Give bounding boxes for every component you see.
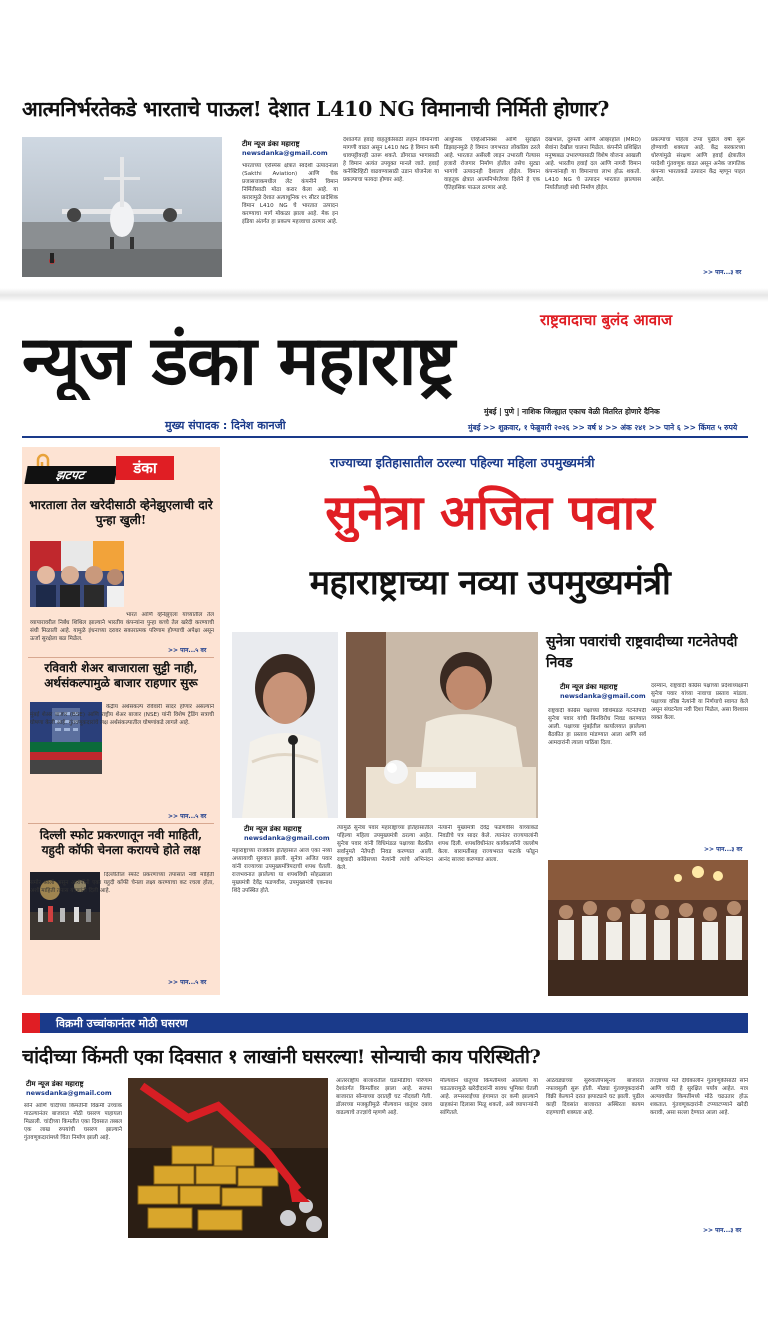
- bottom-headline[interactable]: चांदीच्या किंमती एका दिवसात १ लाखांनी घसरल्या! सोन्याची काय परिस्थिती?: [22, 1046, 541, 1068]
- masthead-rule: [22, 436, 748, 438]
- lead-side-col-1: राष्ट्रवादी काँग्रेस पक्षाच्या विधिमंडळ गटनेतेपदी सुनेत्रा पवार यांची बिनविरोध निवड करण्यात आली. पक्षाच्या मुंबईतील कार्यालयात झालेल्या बैठकीत हा प्रस्ताव मांडण्यात आला आणि सर्व आमदारांनी त्याला पाठिंबा दिला.: [548, 708, 646, 746]
- bottom-kicker: विक्रमी उच्चांकानंतर मोठी घसरण: [56, 1017, 188, 1030]
- badge-jhatpat: झटपट: [24, 466, 117, 484]
- byline-name: टीम न्यूज डंका महाराष्ट्र: [26, 1080, 84, 1088]
- byline-name: टीम न्यूज डंका महाराष्ट्र: [244, 825, 302, 833]
- editor-label: मुख्य संपादक :: [165, 419, 228, 432]
- masthead-dateline: मुंबई >> शुक्रवार, १ फेब्रुवारी २०२६ >> वर्ष ४ >> अंक २४१ >> पाने ६ >> किंमत ५ रुपये: [468, 423, 738, 432]
- top-col-1: भारताच्या एरोस्पेस क्षेत्रात स्वदेशी उत्पादनाला (Sakthi Aviation) आणि चेक प्रजासत्ताकमधील लेट कंपनीने विमान निर्मितीसाठी मोठा करार केला आहे. या करारामुळे देशात अत्याधुनिक १९ सीटर प्रादेशिक विमान L410 NG चे भारतात उत्पादन करण्याचा मार्ग मोकळा झाला आहे. मेक इन इंडिया अंतर्गत हा प्रकल्प महत्त्वाचा ठरणार आहे.: [242, 163, 338, 225]
- bottom-kicker-bar: [22, 1013, 748, 1033]
- section-divider: [0, 288, 768, 302]
- lead-col-3: नेत्यांनी मुख्यमंत्री देवेंद्र फडणवीस यांच्याकडे निवडीचे पत्र सादर केले. त्यानंतर राज्यपालांनी शपथ दिली. शपथविधीनंतर कार्यकर्त्यांनी जल्लोष केला. बारामतीसह राज्यभरात फटाके फोडून आनंद साजरा करण्यात आला.: [438, 825, 538, 863]
- bottom-col-3: मौल्यवान धातूंच्या किमतींमध्ये आलेल्या या चढउतारामुळे खरेदीदारांनी सावध भूमिका घेतली आहे. लग्नसराईच्या हंगामात दर कमी झाल्याने ग्राहकांना दिलासा मिळू शकतो, असे व्यापाऱ्यांनी सांगितले.: [440, 1078, 538, 1116]
- masthead-cities: मुंबई | पुणे | नाशिक जिल्ह्यात एकाच वेळी वितरित होणारे दैनिक: [484, 407, 660, 416]
- top-col-4: देखभाल, दुरुस्ती आणि ओव्हरहॉल (MRO) सेवांना देखील चालना मिळेल. कंपनीने प्रशिक्षित मनुष्यबळ उभारण्यासाठी विशेष योजना आखली आहे. भारतीय हवाई दल आणि नागरी विमान कंपन्यांनाही या विमानाचा लाभ होऊ शकतो. L410 NG चे उत्पादन भारतात झाल्यास निर्यातीलाही संधी निर्माण होईल.: [545, 137, 641, 191]
- brief3-body: दिल्लीतील स्फोट प्रकरणाच्या तपासात नवी माहिती समोर आली असून आरोपींनी एका यहुदी कॉफी चेनला लक्ष्य करण्याचा कट रचला होता, अशी माहिती तपास यंत्रणांनी दिली आहे.: [30, 872, 214, 894]
- brief3-title[interactable]: दिल्ली स्फोट प्रकरणातून नवी माहिती, यहुदी कॉफी चेनला करायचे होते लक्ष: [39, 828, 203, 857]
- lead-byline: [244, 825, 340, 843]
- editor-name: दिनेश कानजी: [231, 419, 286, 432]
- brief-divider: [28, 657, 214, 658]
- brief1-body: भारत आणि व्हेनेझुएला यांच्यातील तेल व्यापारावरील निर्बंध शिथिल झाल्याने भारतीय कंपन्यांना पुन्हा कच्चे तेल खरेदी करण्याची संधी मिळाली आहे. यामुळे इंधनाच्या दरावर सकारात्मक परिणाम होण्याची अपेक्षा असून ऊर्जा सुरक्षेला बळ मिळेल.: [30, 612, 214, 642]
- lead-side-byline: [560, 683, 652, 701]
- brief-divider: [28, 823, 214, 824]
- byline-email[interactable]: newsdanka@gmail.com: [560, 692, 646, 701]
- byline-name: टीम न्यूज डंका महाराष्ट्र: [242, 140, 300, 148]
- lead-continue-link[interactable]: >> पान...३ वर: [704, 846, 743, 853]
- byline-name: टीम न्यूज डंका महाराष्ट्र: [560, 683, 618, 691]
- meeting-photo: [548, 860, 748, 996]
- bottom-col-2: आंतरराष्ट्रीय बाजारातील घडामोडींचा परिणाम देशांतर्गत किमतींवर झाला आहे. सराफा बाजारात सोन्याच्या दरातही घट नोंदवली गेली. डॉलरच्या मजबुतीमुळे मौल्यवान धातूंवर दबाव वाढल्याचे तज्ज्ञांचे म्हणणे आहे.: [336, 1078, 432, 1116]
- badge-danka: डंका: [116, 456, 174, 480]
- top-byline: [242, 140, 338, 158]
- bottom-col-5: तज्ज्ञांच्या मते दीर्घकालीन गुंतवणुकीसाठी सोने आणि चांदी हे सुरक्षित पर्याय आहेत. मात्र अल्पावधीत किमतींमध्ये मोठे चढउतार होऊ शकतात. गुंतवणूकदारांनी टप्प्याटप्प्याने खरेदी करावी, असा सल्ला देण्यात आला आहे.: [650, 1078, 748, 1116]
- leaders-photo: [30, 541, 124, 607]
- bottom-kicker-accent: [22, 1013, 40, 1033]
- top-col-3: आधुनिक एव्हिओनिक्स आणि सुरक्षित डिझाइनमुळे हे विमान जगभरात लोकप्रिय ठरले आहे. भारतात असेंब्ली लाइन उभारली गेल्यास हजारो रोजगार निर्माण होतील तसेच सुट्या भागांचे उत्पादनही देशातच होईल. विमान वाहतूक क्षेत्रात आत्मनिर्भरतेच्या दिशेने हे एक ऐतिहासिक पाऊल ठरणार आहे.: [444, 137, 540, 191]
- sidebar-badge: [24, 452, 174, 486]
- brief2-body: केंद्रीय अर्थसंकल्प रविवारी सादर होणार असल्याने मुंबई शेअर बाजार (BSE) आणि राष्ट्रीय शेअर बाजार (NSE) यांनी विशेष ट्रेडिंग सत्राची घोषणा केली आहे. गुंतवणूकदारांचे लक्ष अर्थसंकल्पातील घोषणांकडे लागले आहे.: [30, 704, 214, 726]
- lead-side-col-2: दरम्यान, राष्ट्रवादी काँग्रेस पक्षाच्या प्रदेशाध्यक्षांनी सुनेत्रा पवार यांच्या नावाचा प्रस्ताव मांडला. पक्षाच्या वरिष्ठ नेत्यांनी या निर्णयाचे स्वागत केले असून संघटनेला नवी दिशा मिळेल, असा विश्वास व्यक्त केला.: [651, 683, 748, 721]
- lead-headline[interactable]: सुनेत्रा अजित पवार: [325, 485, 655, 541]
- lead-col-1: महाराष्ट्राच्या राजकीय इतिहासात आज एका नव्या अध्यायाची सुरुवात झाली. सुनेत्रा अजित पवार यांनी राज्याच्या उपमुख्यमंत्रिपदाची शपथ घेतली. राजभवनात झालेल्या या शपथविधी सोहळ्याला मुख्यमंत्री देवेंद्र फडणवीस, उपमुख्यमंत्री एकनाथ शिंदे उपस्थित होते.: [232, 848, 332, 894]
- lead-col-2: त्यामुळे सुनेत्रा पवार महाराष्ट्राच्या इतिहासातील पहिल्या महिला उपमुख्यमंत्री ठरल्या आहेत. सुनेत्रा पवार यांनी विधिमंडळ पक्षाच्या बैठकीत सर्वानुमते नेतेपदी निवड करण्यात आली. राष्ट्रवादी काँग्रेसच्या नेत्यांनी त्यांचे अभिनंदन केले.: [337, 825, 433, 871]
- bottom-col-1: सोने आणि चांदीच्या किमतींनी विक्रमी उच्चांक गाठल्यानंतर बाजारात मोठी घसरण पाहायला मिळाली. चांदीच्या किमतीत एका दिवसात तब्बल एक लाख रुपयांची घसरण झाल्याने गुंतवणूकदारांमध्ये चिंता निर्माण झाली आहे.: [24, 1103, 122, 1141]
- gold-silver-photo: [128, 1078, 328, 1238]
- masthead-tagline: राष्ट्रवादाचा बुलंद आवाज: [540, 311, 673, 329]
- masthead-title[interactable]: न्यूज डंका महाराष्ट्र: [22, 322, 455, 400]
- brief2-title[interactable]: रविवारी शेअर बाजाराला सुट्टी नाही, अर्थसंकल्पामुळे बाजार राहणार सुरू: [44, 661, 198, 690]
- brief1-title[interactable]: भारताला तेल खरेदीसाठी व्हेनेझुएलाची दारे पुन्हा खुली!: [29, 498, 213, 527]
- byline-email[interactable]: newsdanka@gmail.com: [26, 1089, 112, 1098]
- brief1-continue-link[interactable]: >> पान...५ वर: [168, 647, 207, 654]
- bottom-byline: [26, 1080, 122, 1098]
- lead-side-headline[interactable]: सुनेत्रा पवारांची राष्ट्रवादीच्या गटनेतेपदी निवड: [546, 634, 738, 671]
- sunetra-photo-2: [346, 632, 538, 818]
- brief2-continue-link[interactable]: >> पान...५ वर: [168, 813, 207, 820]
- byline-email[interactable]: newsdanka@gmail.com: [244, 834, 330, 843]
- byline-email[interactable]: newsdanka@gmail.com: [242, 149, 328, 158]
- brief3-continue-link[interactable]: >> पान...५ वर: [168, 979, 207, 986]
- lead-subhead[interactable]: महाराष्ट्राच्या नव्या उपमुख्यमंत्री: [309, 563, 671, 603]
- bottom-col-4: आठवड्याच्या सुरुवातीपासूनच बाजारात नफावसुली सुरू होती. मोठ्या गुंतवणूकदारांनी विक्री केल्याने दरात झपाट्याने घट झाली. पुढील काही दिवसांत बाजारात अस्थिरता कायम राहण्याची शक्यता आहे.: [546, 1078, 644, 1116]
- top-col-2: देशांतर्गत हवाई वाहतुकीसाठी लहान विमानांची मागणी वाढत असून L410 NG हे विमान कमी धावपट्टीवरही उतरू शकते. डोंगराळ भागासाठी हे विमान अत्यंत उपयुक्त मानले जाते. हवाई कनेक्टिव्हिटी वाढवण्यासाठी उडान योजनेला या प्रकल्पाचा फायदा होणार आहे.: [343, 137, 439, 183]
- top-continue-link[interactable]: >> पान...३ वर: [703, 269, 742, 276]
- top-col-5: प्रकल्पाचा पहिला टप्पा पुढील वर्षी सुरू होण्याची शक्यता आहे. केंद्र सरकारच्या धोरणांमुळे संरक्षण आणि हवाई क्षेत्रातील परदेशी गुंतवणूक वाढत असून अनेक जागतिक कंपन्या भारताकडे उत्पादन केंद्र म्हणून पाहत आहेत.: [651, 137, 745, 183]
- aircraft-photo: [22, 137, 222, 277]
- lead-kicker: राज्याच्या इतिहासातील ठरल्या पहिल्या महिला उपमुख्यमंत्री: [330, 455, 595, 470]
- sunetra-photo-1: [232, 632, 338, 818]
- bottom-continue-link[interactable]: >> पान...३ वर: [703, 1227, 742, 1234]
- top-headline[interactable]: आत्मनिर्भरतेकडे भारताचे पाऊल! देशात L410 NG विमानाची निर्मिती होणार?: [22, 97, 610, 121]
- masthead-editor: [165, 418, 286, 433]
